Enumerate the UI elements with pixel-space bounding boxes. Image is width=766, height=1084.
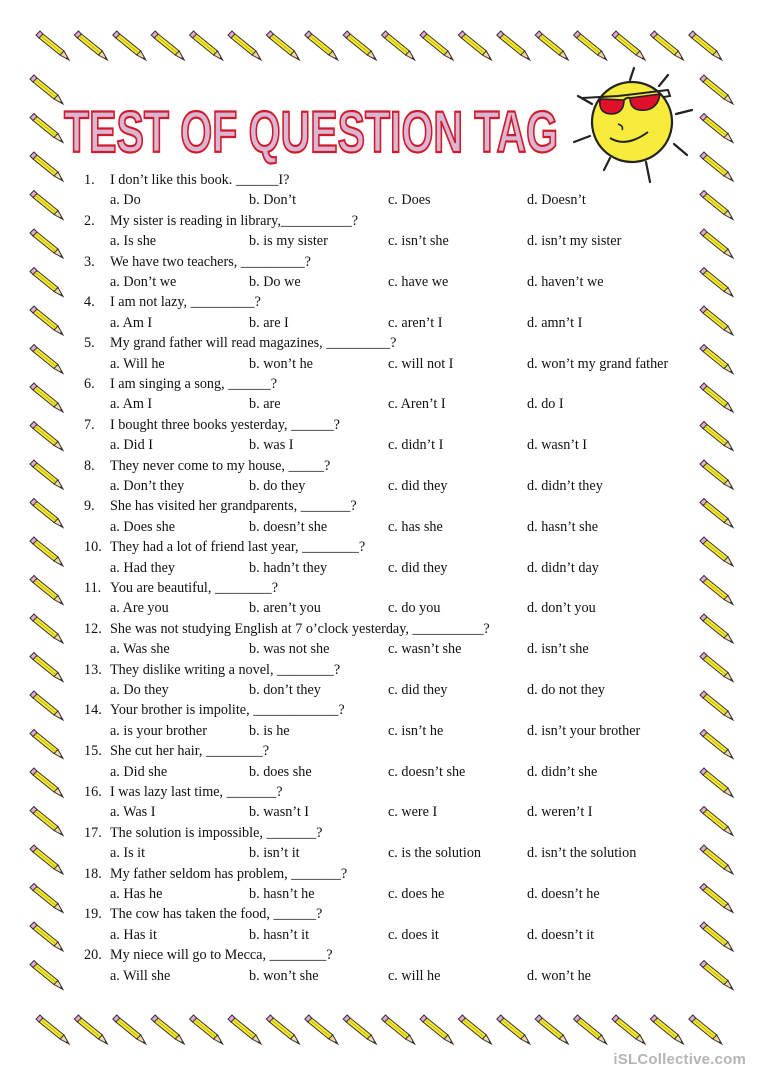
pencil-icon (700, 306, 733, 335)
answer-options (84, 598, 704, 618)
pencil-icon (36, 31, 69, 60)
option-a: a. Did I (110, 437, 153, 454)
question-item (84, 660, 704, 701)
question-line (84, 292, 704, 312)
option-b: b. is he (249, 722, 290, 739)
pencil-icon (228, 31, 261, 60)
pencil-icon (700, 460, 733, 489)
question-text: My father seldom has problem, _______? (110, 865, 348, 882)
option-b: b. isn’t it (249, 845, 300, 862)
option-a: a. Did she (110, 763, 168, 780)
pencil-icon (30, 114, 63, 143)
question-text: They had a lot of friend last year, ________? (110, 539, 366, 556)
question-text: Your brother is impolite, ____________? (110, 702, 345, 719)
pencil-icon (30, 807, 63, 836)
answer-options (84, 190, 704, 210)
option-d: d. amn’t I (527, 314, 583, 331)
watermark: iSLCollective.com (613, 1051, 746, 1068)
option-b: b. are I (249, 314, 289, 331)
question-number: 4. (84, 294, 95, 311)
pencil-icon (30, 268, 63, 297)
option-a: a. Was I (110, 804, 156, 821)
option-c: c. will not I (388, 355, 454, 372)
question-text: She cut her hair, ________? (110, 743, 269, 760)
option-d: d. doesn’t he (527, 885, 600, 902)
pencil-icon (151, 31, 184, 60)
question-number: 14. (84, 702, 102, 719)
question-number: 18. (84, 865, 102, 882)
pencil-icon (30, 884, 63, 913)
pencil-icon (700, 768, 733, 797)
question-number: 7. (84, 416, 95, 433)
pencil-icon (266, 31, 299, 60)
option-d: d. didn’t she (527, 763, 598, 780)
question-line (84, 456, 704, 476)
option-c: c. doesn’t she (388, 763, 466, 780)
answer-options (84, 639, 704, 659)
answer-options (84, 925, 704, 945)
answer-options (84, 313, 704, 333)
pencil-icon (612, 31, 645, 60)
option-b: b. was I (249, 437, 294, 454)
pencil-icon (30, 653, 63, 682)
pencil-icon (113, 31, 146, 60)
question-line (84, 211, 704, 231)
option-d: d. do not they (527, 681, 606, 698)
question-item (84, 496, 704, 537)
pencil-icon (30, 691, 63, 720)
question-number: 6. (84, 375, 95, 392)
option-c: c. were I (388, 804, 438, 821)
pencil-icon (650, 1015, 683, 1044)
question-item (84, 741, 704, 782)
pencil-icon (382, 31, 415, 60)
question-line (84, 537, 704, 557)
option-b: b. won’t she (249, 967, 319, 984)
question-line (84, 333, 704, 353)
question-item (84, 700, 704, 741)
pencil-icon (650, 31, 683, 60)
pencil-icon (700, 422, 733, 451)
title-text: TEST OF QUESTION TAG (64, 100, 558, 165)
pencil-icon (36, 1015, 69, 1044)
pencil-icon (700, 922, 733, 951)
question-line (84, 496, 704, 516)
pencil-icon (700, 345, 733, 374)
answer-options (84, 884, 704, 904)
question-line (84, 823, 704, 843)
question-text: She has visited her grandparents, _______? (110, 498, 357, 515)
worksheet-title (60, 82, 580, 174)
option-c: c. have we (388, 274, 449, 290)
question-item (84, 292, 704, 333)
option-a: a. Has he (110, 885, 163, 902)
pencil-icon (305, 31, 338, 60)
question-number: 19. (84, 906, 102, 923)
option-b: b. does she (249, 763, 312, 780)
pencil-icon (612, 1015, 645, 1044)
option-c: c. didn’t I (388, 437, 444, 454)
question-text: I am not lazy, _________? (110, 294, 261, 311)
option-b: b. Don’t (249, 192, 297, 209)
option-a: a. Does she (110, 518, 176, 535)
question-line (84, 700, 704, 720)
option-d: d. hasn’t she (527, 518, 599, 535)
option-a: a. Don’t we (110, 274, 177, 290)
question-text: I am singing a song, ______? (110, 375, 278, 392)
pencil-icon (30, 460, 63, 489)
question-item (84, 537, 704, 578)
pencil-icon (458, 31, 491, 60)
option-c: c. aren’t I (388, 314, 443, 331)
pencil-icon (700, 383, 733, 412)
question-text: My niece will go to Mecca, ________? (110, 947, 333, 964)
question-number: 10. (84, 539, 102, 556)
question-text: They dislike writing a novel, ________? (110, 661, 341, 678)
pencil-icon (266, 1015, 299, 1044)
question-item (84, 619, 704, 660)
question-number: 20. (84, 947, 102, 964)
option-d: d. isn’t the solution (527, 845, 637, 862)
question-line (84, 415, 704, 435)
question-line (84, 864, 704, 884)
answer-options (84, 762, 704, 782)
option-b: b. hasn’t he (249, 885, 315, 902)
answer-options (84, 843, 704, 863)
option-c: c. wasn’t she (388, 641, 462, 658)
question-list (84, 170, 704, 986)
option-c: c. do you (388, 600, 441, 617)
pencil-icon (497, 31, 530, 60)
question-text: I bought three books yesterday, ______? (110, 416, 340, 433)
option-a: a. Am I (110, 314, 153, 331)
pencil-icon (30, 152, 63, 181)
pencil-icon (30, 75, 63, 104)
option-c: c. Does (388, 192, 431, 209)
option-c: c. has she (388, 518, 443, 535)
pencil-icon (574, 1015, 607, 1044)
option-b: b. hadn’t they (249, 559, 328, 576)
question-item (84, 864, 704, 905)
option-a: a. Had they (110, 559, 176, 576)
pencil-icon (700, 961, 733, 990)
pencil-icon (305, 1015, 338, 1044)
option-b: b. are (249, 396, 281, 413)
question-text: The solution is impossible, _______? (110, 824, 323, 841)
question-line (84, 904, 704, 924)
question-line (84, 782, 704, 802)
pencil-icon (30, 576, 63, 605)
pencil-icon (30, 614, 63, 643)
question-text: My grand father will read magazines, _________? (110, 335, 397, 352)
option-d: d. haven’t we (527, 274, 604, 290)
option-b: b. hasn’t it (249, 926, 310, 943)
option-c: c. does it (388, 926, 439, 943)
option-c: c. does he (388, 885, 445, 902)
option-d: d. isn’t your brother (527, 722, 641, 739)
question-number: 12. (84, 620, 102, 637)
question-item (84, 333, 704, 374)
option-d: d. isn’t my sister (527, 233, 622, 250)
answer-options (84, 272, 704, 292)
pencil-icon (700, 845, 733, 874)
option-b: b. Do we (249, 274, 301, 290)
option-a: a. Are you (110, 600, 169, 617)
question-text: I was lazy last time, _______? (110, 783, 283, 800)
option-b: b. won’t he (249, 355, 313, 372)
option-c: c. isn’t he (388, 722, 444, 739)
question-line (84, 741, 704, 761)
pencil-icon (228, 1015, 261, 1044)
option-b: b. wasn’t I (249, 804, 310, 821)
pencil-icon (151, 1015, 184, 1044)
option-a: a. is your brother (110, 722, 207, 739)
option-d: d. isn’t she (527, 641, 589, 658)
pencil-icon (700, 499, 733, 528)
pencil-icon (30, 537, 63, 566)
option-d: d. Doesn’t (527, 192, 586, 209)
pencil-icon (74, 31, 107, 60)
question-item (84, 211, 704, 252)
answer-options (84, 802, 704, 822)
pencil-icon (30, 922, 63, 951)
option-c: c. did they (388, 477, 448, 494)
option-a: a. Has it (110, 926, 157, 943)
pencil-icon (700, 653, 733, 682)
question-text: You are beautiful, ________? (110, 579, 278, 596)
question-text: The cow has taken the food, ______? (110, 906, 323, 923)
answer-options (84, 435, 704, 455)
pencil-icon (382, 1015, 415, 1044)
pencil-icon (458, 1015, 491, 1044)
question-number: 17. (84, 824, 102, 841)
option-d: d. won’t he (527, 967, 591, 984)
pencil-icon (30, 191, 63, 220)
answer-options (84, 517, 704, 537)
question-number: 1. (84, 172, 95, 188)
option-b: b. aren’t you (249, 600, 321, 617)
question-item (84, 823, 704, 864)
pencil-icon (700, 807, 733, 836)
pencil-icon (30, 229, 63, 258)
option-a: a. Was she (110, 641, 170, 658)
option-b: b. don’t they (249, 681, 321, 698)
option-c: c. is the solution (388, 845, 482, 862)
question-item (84, 904, 704, 945)
option-d: d. do I (527, 396, 564, 413)
question-item (84, 415, 704, 456)
pencil-icon (30, 961, 63, 990)
pencil-icon (535, 31, 568, 60)
pencil-icon (700, 191, 733, 220)
question-number: 3. (84, 253, 95, 270)
pencil-icon (700, 268, 733, 297)
answer-options (84, 394, 704, 414)
question-line (84, 945, 704, 965)
answer-options (84, 231, 704, 251)
question-text: I don’t like this book. ______I? (110, 172, 290, 188)
pencil-icon (700, 730, 733, 759)
pencil-icon (700, 537, 733, 566)
pencil-icon (190, 1015, 223, 1044)
question-line (84, 374, 704, 394)
option-b: b. was not she (249, 641, 330, 658)
option-a: a. Is she (110, 233, 157, 250)
question-number: 2. (84, 212, 95, 229)
option-c: c. did they (388, 681, 448, 698)
pencil-icon (700, 229, 733, 258)
option-d: d. didn’t they (527, 477, 603, 494)
pencil-icon (30, 499, 63, 528)
option-b: b. is my sister (249, 233, 328, 250)
option-d: d. don’t you (527, 600, 596, 617)
pencil-icon (689, 1015, 722, 1044)
question-text: We have two teachers, _________? (110, 253, 311, 270)
option-d: d. didn’t day (527, 559, 599, 576)
option-c: c. Aren’t I (388, 396, 446, 413)
answer-options (84, 966, 704, 986)
question-line (84, 252, 704, 272)
option-a: a. Do they (110, 681, 169, 698)
pencil-icon (689, 31, 722, 60)
question-number: 11. (84, 579, 102, 596)
question-number: 13. (84, 661, 102, 678)
pencil-icon (700, 884, 733, 913)
pencil-icon (343, 31, 376, 60)
option-d: d. wasn’t I (527, 437, 588, 454)
answer-options (84, 476, 704, 496)
option-d: d. doesn’t it (527, 926, 595, 943)
pencil-icon (30, 845, 63, 874)
pencil-icon (30, 768, 63, 797)
question-item (84, 782, 704, 823)
answer-options (84, 354, 704, 374)
question-item (84, 945, 704, 986)
pencil-icon (30, 306, 63, 335)
question-number: 8. (84, 457, 95, 474)
question-line (84, 578, 704, 598)
pencil-icon (30, 345, 63, 374)
option-a: a. Do (110, 192, 141, 209)
question-item (84, 456, 704, 497)
question-text: She was not studying English at 7 o’clock yesterday, __________? (110, 620, 490, 637)
pencil-icon (113, 1015, 146, 1044)
pencil-icon (420, 1015, 453, 1044)
option-a: a. Am I (110, 396, 153, 413)
question-line (84, 170, 704, 190)
question-text: My sister is reading in library,__________? (110, 212, 359, 229)
pencil-icon (30, 730, 63, 759)
pencil-icon (497, 1015, 530, 1044)
pencil-icon (190, 31, 223, 60)
option-d: d. weren’t I (527, 804, 593, 821)
question-text: They never come to my house, _____? (110, 457, 331, 474)
pencil-icon (700, 614, 733, 643)
question-item (84, 578, 704, 619)
answer-options (84, 558, 704, 578)
option-a: a. Will he (110, 355, 165, 372)
question-number: 5. (84, 335, 95, 352)
pencil-icon (700, 691, 733, 720)
question-line (84, 660, 704, 680)
question-item (84, 252, 704, 293)
option-b: b. doesn’t she (249, 518, 328, 535)
option-c: c. isn’t she (388, 233, 449, 250)
question-number: 16. (84, 783, 102, 800)
option-a: a. Will she (110, 967, 171, 984)
option-c: c. will he (388, 967, 441, 984)
option-d: d. won’t my grand father (527, 355, 669, 372)
question-line (84, 619, 704, 639)
option-b: b. do they (249, 477, 306, 494)
pencil-icon (30, 383, 63, 412)
pencil-icon (535, 1015, 568, 1044)
pencil-icon (420, 31, 453, 60)
question-item (84, 170, 704, 211)
pencil-icon (700, 576, 733, 605)
answer-options (84, 721, 704, 741)
answer-options (84, 680, 704, 700)
pencil-icon (30, 422, 63, 451)
option-a: a. Is it (110, 845, 146, 862)
question-item (84, 374, 704, 415)
option-c: c. did they (388, 559, 448, 576)
option-a: a. Don’t they (110, 477, 185, 494)
pencil-icon (343, 1015, 376, 1044)
question-number: 15. (84, 743, 102, 760)
question-number: 9. (84, 498, 95, 515)
pencil-icon (574, 31, 607, 60)
pencil-icon (74, 1015, 107, 1044)
